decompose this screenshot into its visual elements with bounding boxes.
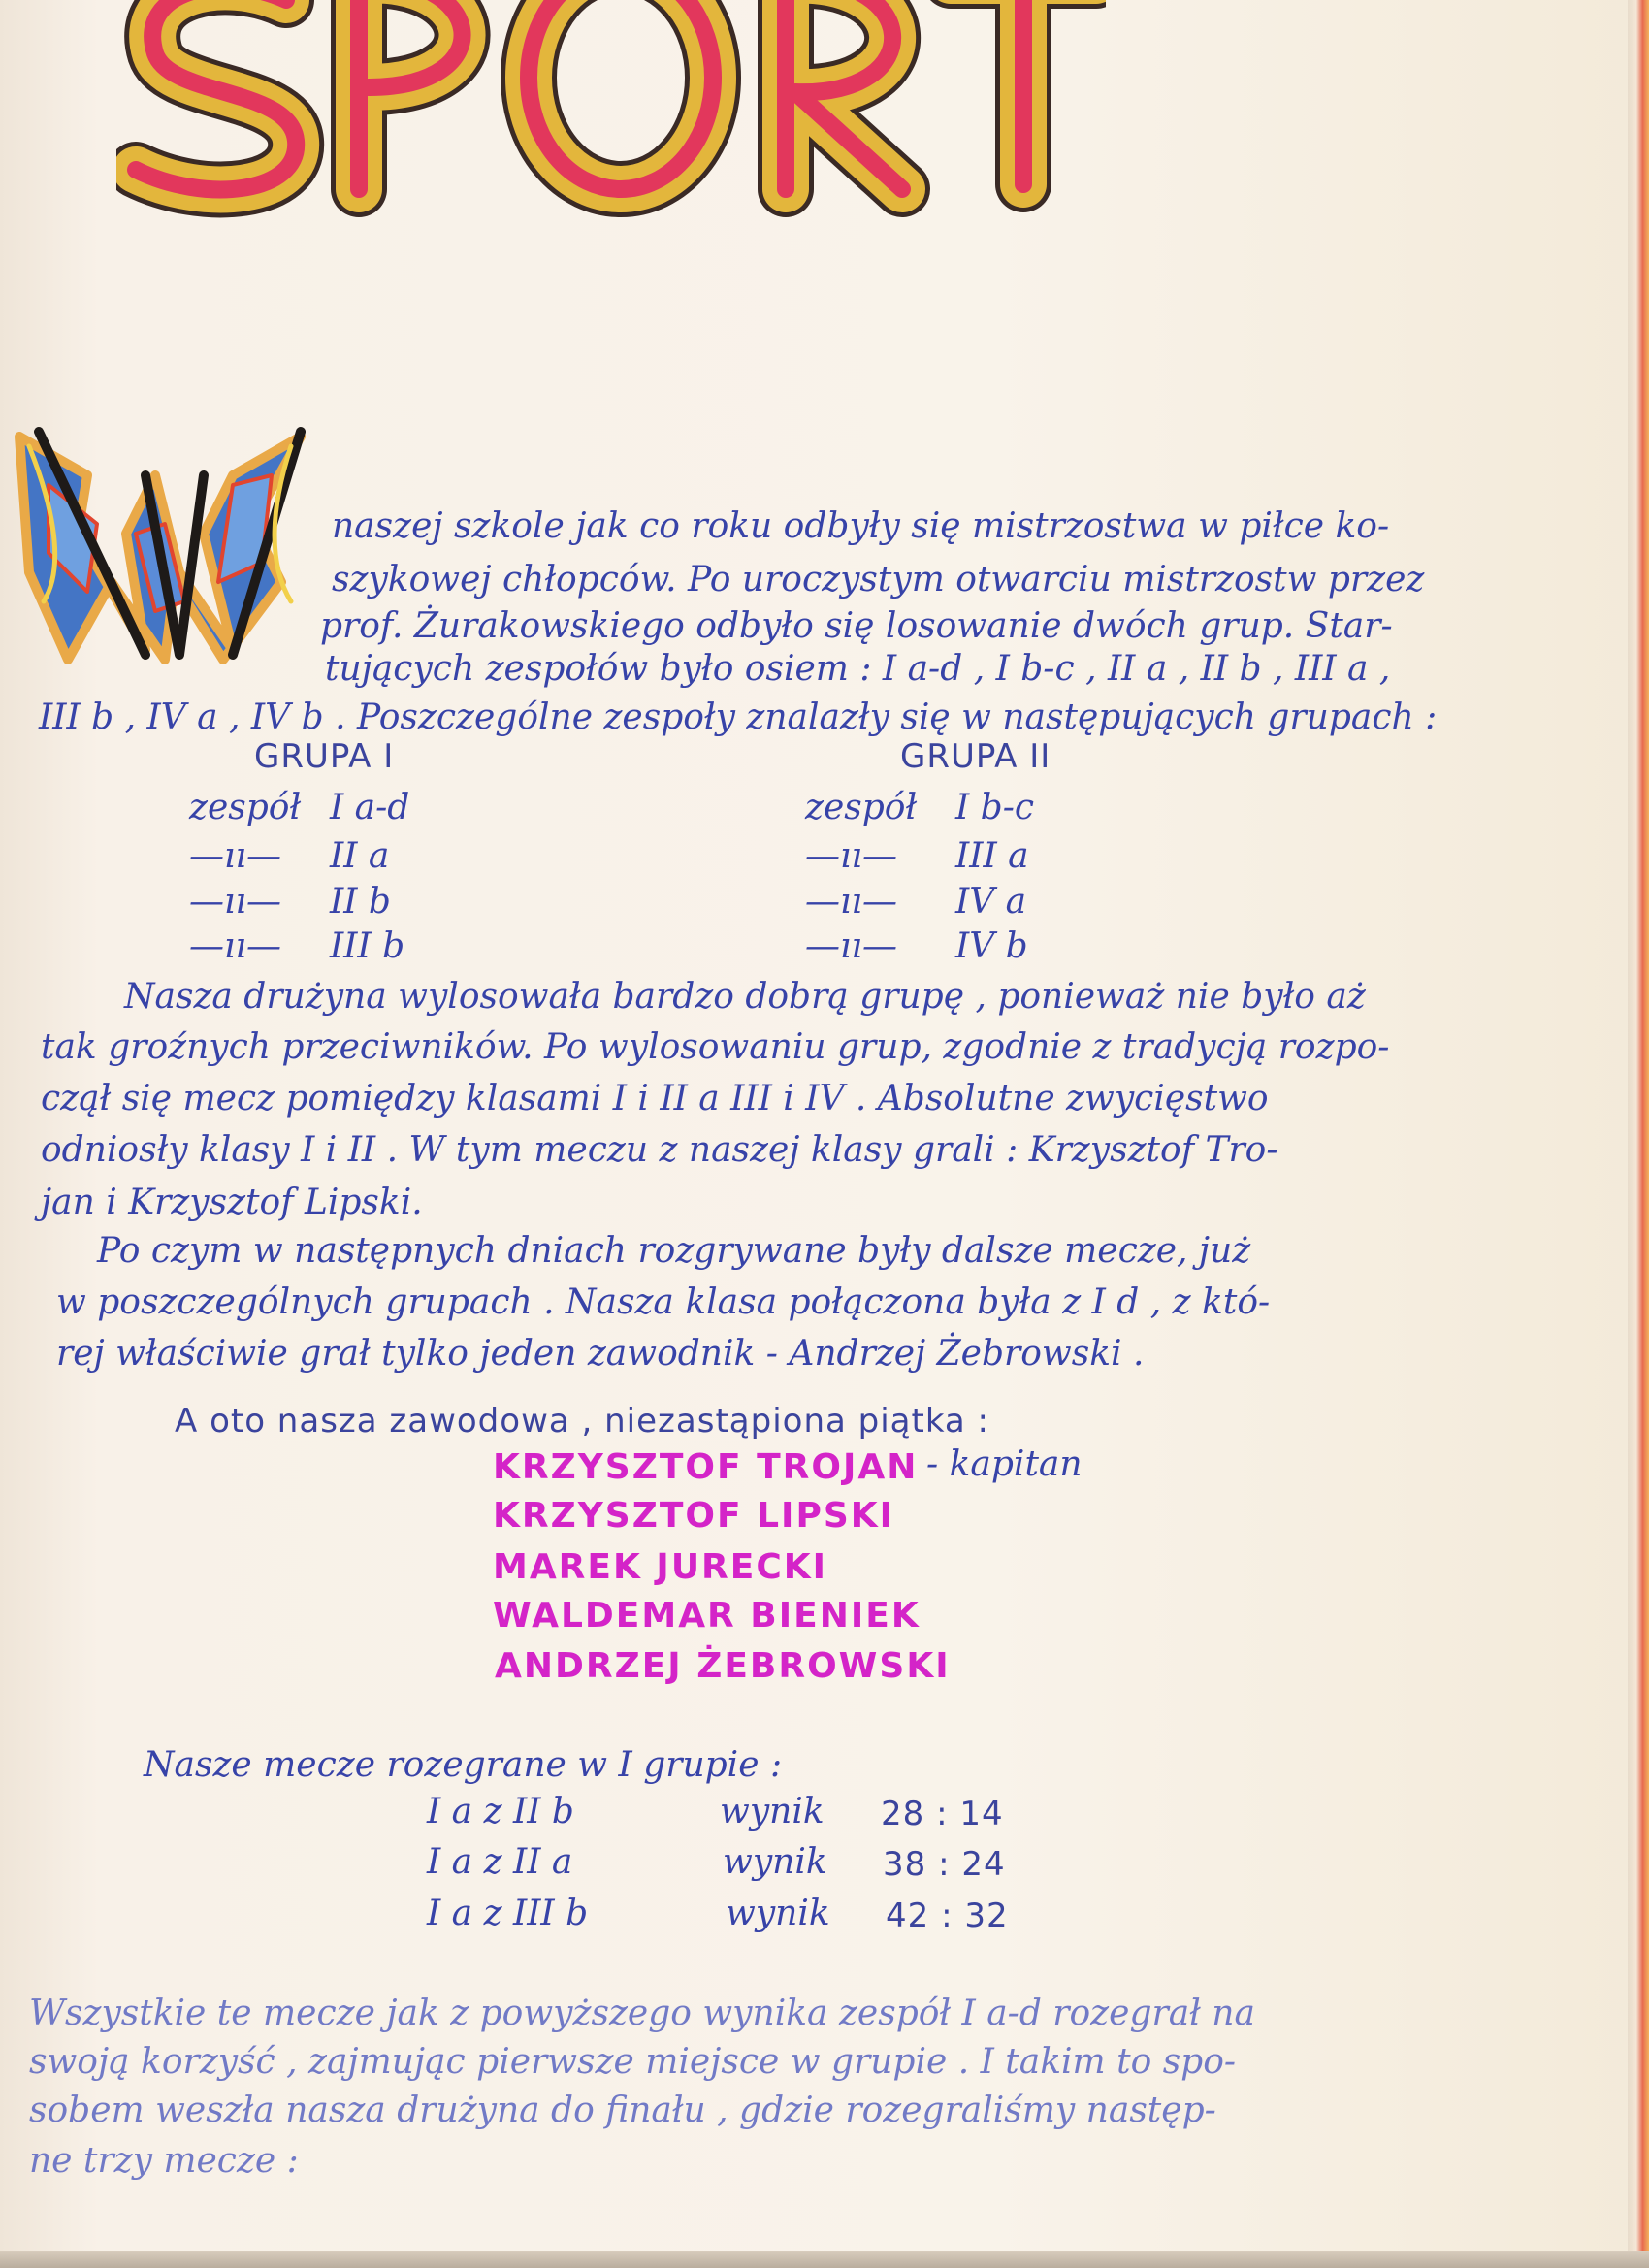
match-1-label: wynik (720, 1792, 824, 1831)
player-3-name: MAREK JURECKI (493, 1547, 828, 1587)
group-2-heading: GRUPA II (900, 737, 1051, 776)
paragraph-3-line-2: w poszczególnych grupach . Nasza klasa połączona była z I d , z któ- (56, 1282, 1271, 1322)
group-1-row-4-team: III b (330, 926, 405, 966)
intro-line-4: tujących zespołów było osiem : I a-d , I b-c , II a , II b , III a , (325, 649, 1391, 689)
paragraph-3-line-3: rej właściwie grał tylko jeden zawodnik - Andrzej Żebrowski . (56, 1334, 1145, 1374)
player-4-name: WALDEMAR BIENIEK (493, 1596, 921, 1636)
group-2-row-1-label: zespół (805, 788, 918, 827)
match-3-score: 42 : 32 (886, 1896, 1009, 1935)
group-2-row-2-label: —ıı— (805, 836, 898, 876)
group-2-row-3-team: IV a (955, 882, 1027, 922)
group-1-heading: GRUPA I (254, 737, 395, 776)
paragraph-2-line-5: jan i Krzysztof Lipski. (41, 1183, 423, 1222)
player-1-note: - kapitan (926, 1444, 1083, 1484)
intro-line-5: III b , IV a , IV b . Poszczególne zespoły znalazły się w następujących grupach : (39, 697, 1438, 737)
book-edge (1628, 0, 1649, 2268)
match-1-teams: I a z II b (427, 1792, 574, 1831)
group-1-row-3-team: II b (330, 882, 391, 922)
match-3-label: wynik (726, 1894, 830, 1933)
paragraph-2-line-1: Nasza drużyna wylosowała bardzo dobrą grupę , ponieważ nie było aż (124, 977, 1366, 1017)
paragraph-3-line-1: Po czym w następnych dniach rozgrywane były dalsze mecze, już (97, 1231, 1251, 1271)
paragraph-2-line-4: odniosły klasy I i II . W tym meczu z naszej klasy grali : Krzysztof Tro- (41, 1130, 1278, 1170)
final-line-3: sobem weszła nasza drużyna do finału , gdzie rozegraliśmy następ- (29, 2090, 1216, 2130)
match-1-score: 28 : 14 (881, 1795, 1004, 1833)
final-line-1: Wszystkie te mecze jak z powyższego wynika zespół I a-d rozegrał na (29, 1993, 1255, 2033)
intro-line-2: szykowej chłopców. Po uroczystym otwarciu mistrzostw przez (332, 560, 1425, 599)
match-2-label: wynik (723, 1842, 827, 1882)
group-1-row-1-label: zespół (189, 788, 302, 827)
group-2-row-2-team: III a (955, 836, 1029, 876)
final-line-4: ne trzy mecze : (29, 2141, 299, 2181)
sport-title-art (116, 0, 1106, 223)
page-bottom-edge (0, 2251, 1649, 2268)
match-2-teams: I a z II a (427, 1842, 573, 1882)
group-2-row-4-team: IV b (955, 926, 1028, 966)
match-2-score: 38 : 24 (883, 1845, 1006, 1884)
group-1-row-4-label: —ıı— (189, 926, 282, 966)
paragraph-2-line-3: czął się mecz pomiędzy klasami I i II a III i IV . Absolutne zwycięstwo (41, 1079, 1269, 1118)
group-1-row-3-label: —ıı— (189, 882, 282, 922)
paragraph-2-line-2: tak groźnych przeciwników. Po wylosowaniu grup, zgodnie z tradycją rozpo- (41, 1027, 1390, 1067)
team-intro: A oto nasza zawodowa , niezastąpiona piątka : (175, 1402, 990, 1441)
dropcap-w-art (10, 417, 320, 669)
intro-line-1: naszej szkole jak co roku odbyły się mistrzostwa w piłce ko- (332, 506, 1390, 546)
player-5-name: ANDRZEJ ŻEBROWSKI (495, 1646, 951, 1686)
intro-line-3: prof. Żurakowskiego odbyło się losowanie dwóch grup. Star- (320, 606, 1393, 646)
group-2-row-3-label: —ıı— (805, 882, 898, 922)
group-1-row-1-team: I a-d (330, 788, 410, 827)
player-1-name: KRZYSZTOF TROJAN (493, 1447, 919, 1487)
group-1-row-2-team: II a (330, 836, 390, 876)
group-2-row-4-label: —ıı— (805, 926, 898, 966)
group-1-row-2-label: —ıı— (189, 836, 282, 876)
final-line-2: swoją korzyść , zajmując pierwsze miejsce w grupie . I takim to spo- (29, 2042, 1237, 2082)
matches-intro: Nasze mecze rozegrane w I grupie : (144, 1745, 783, 1785)
match-3-teams: I a z III b (427, 1894, 589, 1933)
title-lettering (116, 0, 1106, 223)
player-2-name: KRZYSZTOF LIPSKI (493, 1496, 895, 1536)
dropcap-w-illustration (10, 417, 320, 669)
group-2-row-1-team: I b-c (955, 788, 1035, 827)
